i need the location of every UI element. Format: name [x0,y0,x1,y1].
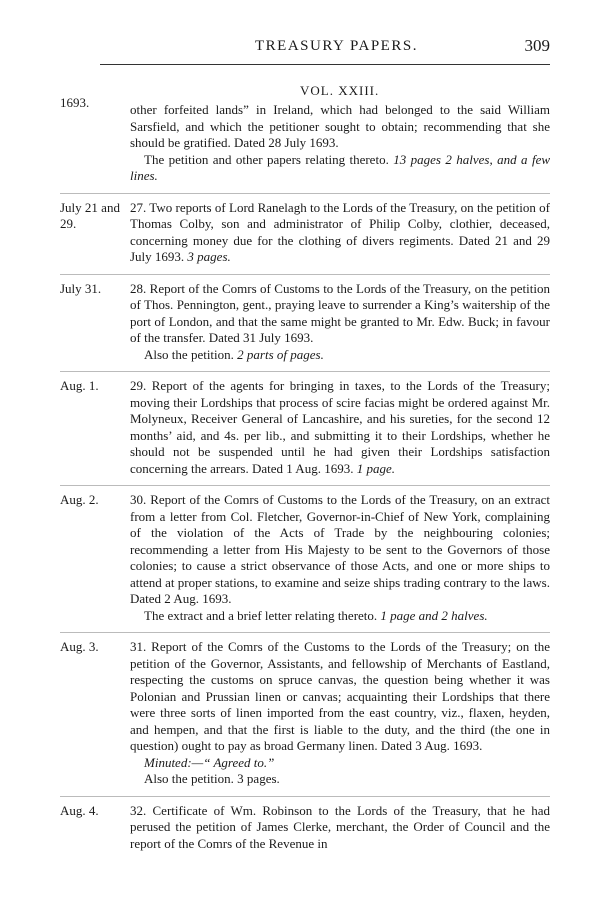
entry-minute: Minuted:—“ Agreed to.” [144,754,275,770]
entry-divider [60,363,550,372]
page-count: 3 pages. [237,771,280,786]
entry-date: July 21 and 29. [60,199,120,231]
entry-text: 30. Report of the Comrs of Customs to the Lords of the Treasury, on an extract from a letter from Col. Fletcher, Governor-in-Chief of New York, complaining of the violation of the Acts of Trade by the neighbouring colonies; recommending a letter from His Majesty to be sent to the Governors of those colonies; to cause a strict observance of those Acts, and one or more ships to attend at proper stations, to examine and seize ships trading contrary to the laws. Dated 2 Aug. 1693. [130,492,550,606]
entry-28 [60,281,550,364]
volume-label: VOL. XXIII. [300,83,380,98]
page-count: 1 page. [356,460,395,476]
entry-31 [60,639,550,788]
page-number: 309 [524,36,550,55]
page-count: 2 parts of pages. [237,346,324,362]
entry-32 [60,803,550,853]
entry-attachment [130,608,550,625]
page-count: 1 page and 2 halves. [380,607,488,623]
entry-divider [60,788,550,797]
entry-date: Aug. 1. [60,378,99,393]
entry-text: 29. Report of the agents for bringing in taxes, to the Lords of the Treasury; moving their Lordships that process of scire facias might be ordered against Mr. Molyneux, Receiver General of Lancashire, and his sureties, for the second 12 months’ aid, and 4s. per lib., and submitting it to their Lordships, whether he should not be suspended until he had given their Lordships satisfaction concerning the arrears. Dated 1 Aug. 1693. [130,378,550,476]
entry-29 [60,378,550,477]
entry-attachment [130,152,550,185]
entry-text: 31. Report of the Comrs of the Customs to the Lords of the Treasury; on the petition of the Governor, Assistants, and fellowship of Merchants of Eastland, respecting the customs on spruce canvas, the question being whether it was Polonian and Prussian linen or canvas; acquainting their Lordships that there were three sorts of linen imported from the east country, viz., flaxen, heyden, and hempen, and that the first is liable to the duty, and the third (the one in question) ought to pay as broad Germany linen. Dated 3 Aug. 1693. [130,639,550,753]
entry-text: 32. Certificate of Wm. Robinson to the Lords of the Treasury, that he had perused the petition of James Clerke, merchant, the Order of Council and the report of the Comrs of the Revenue in [130,802,550,851]
attachment-text: The extract and a brief letter relating thereto. [144,607,378,623]
running-title: TREASURY PAPERS. [255,38,418,54]
entry-divider [60,266,550,275]
entry-date: Aug. 4. [60,802,99,818]
attachment-text: The petition and other papers relating thereto. [144,151,389,167]
attachment-text: Also the petition. [144,771,234,786]
page-count: 13 pages 2 halves, and a few lines. [130,151,551,183]
entry-text: 27. Two reports of Lord Ranelagh to the Lords of the Treasury, on the petition of Thomas Colby, son and administrator of Philip Colby, clothier, deceased, concerning money due for the clothing of divers regiments. Dated 21 and 29 July 1693. [130,199,550,264]
entry-date: Aug. 2. [60,492,99,507]
entry-divider [60,624,550,633]
header-rule [100,64,550,65]
entry-divider [60,185,550,194]
page-count: 3 pages. [187,249,231,264]
entry-date: July 31. [60,280,102,296]
entry-date: Aug. 3. [60,639,99,654]
entry-attachment [130,347,550,364]
entry-text-wrap [130,378,550,477]
entry-27 [60,200,550,266]
entry-attachment [130,771,550,788]
entry-30 [60,492,550,624]
entry-continued [60,102,550,185]
year-marker: 1693. [60,95,90,110]
entry-text: 28. Report of the Comrs of Customs to the Lords of the Treasury, on the petition of Thos. Pennington, gent., praying leave to surrender a King’s waitership of the port of London, and that the same might be granted to Mr. Edw. Buck; in favour of the transfer. Dated 31 July 1693. [130,280,550,345]
document-body [60,102,550,852]
entry-text-wrap [130,200,550,266]
entry-divider [60,477,550,486]
page-header [100,38,550,58]
entry-text: other forfeited lands” in Ireland, which had belonged to the said William Sarsfield, and which the petitioner sought to obtain; recommending that she should be gratified. Dated 28 July 1693. [130,102,550,150]
attachment-text: Also the petition. [144,346,234,362]
